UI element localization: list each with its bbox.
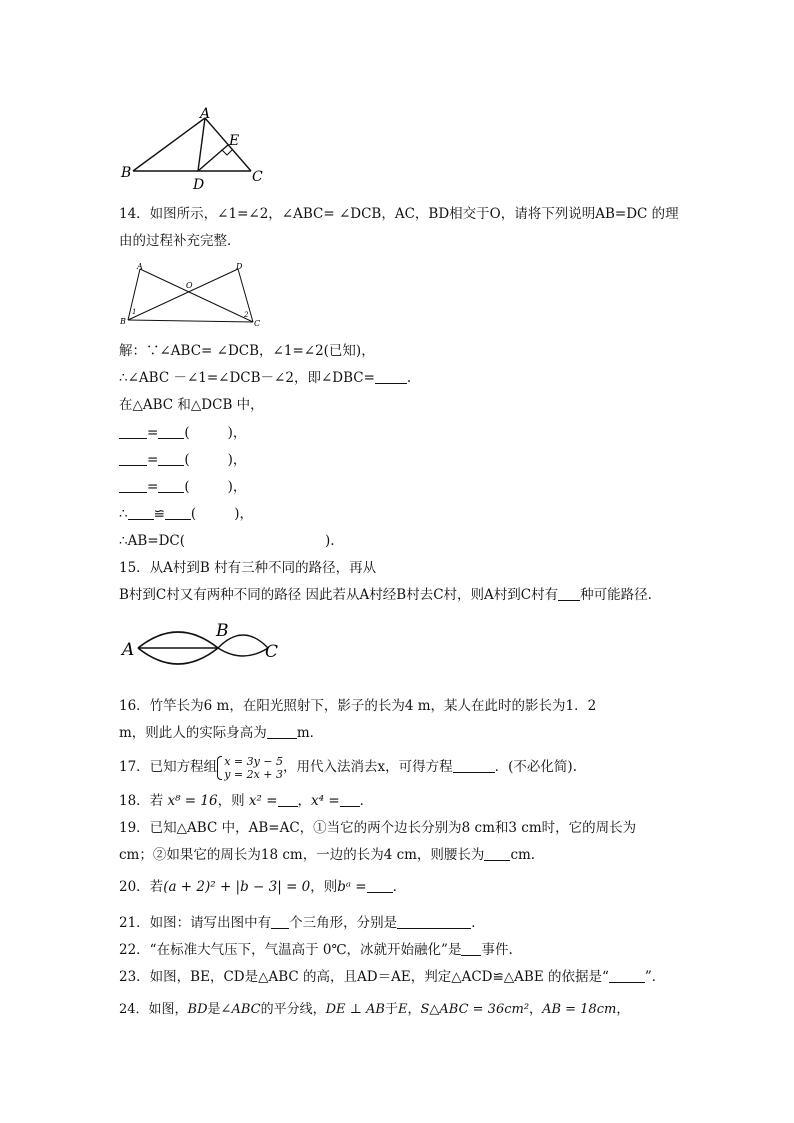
equation-system: x = 3y − 5 y = 2x + 3 [217,755,283,781]
answer-blank[interactable] [119,453,147,466]
q24-line: 24．如图，BD是∠ABC的平分线，DE ⊥ AB于E，S△ABC = 36cm²，AB = 18cm， [119,1002,630,1017]
answer-blank[interactable] [278,794,298,807]
label-e: E [229,133,240,149]
q22-line: 22．“在标准大气压下，气温高于 0℃，冰就开始融化”是 事件. [119,942,513,958]
answer-blank[interactable] [271,916,289,929]
angle-1: 1 [132,308,137,316]
label-b: B [216,621,229,641]
label-b: B [121,165,132,181]
q19-line2: cm；②如果它的周长为18 cm，一边的长为4 cm，则腰长为 cm. [119,847,536,863]
q20-line: 20．若(a + 2)² + |b − 3| = 0，则bᵃ = . [119,879,397,895]
answer-blank[interactable] [367,880,393,893]
q14-solution-line2: ∴∠ABC －∠1=∠DCB－∠2，即∠DBC= . [119,370,412,386]
q14-solution-line3: 在△ABC 和△DCB 中， [119,397,264,413]
q16-line1: 16．竹竿长为6 m，在阳光照射下，影子的长为4 m，某人在此时的影长为1．2 [119,698,597,714]
q16-line2: m，则此人的实际身高为 m． [119,725,324,741]
q17-line: 17．已知方程组 x = 3y − 5 y = 2x + 3 ，用代入法消去x，可得方程 ．(不必化简). [119,754,577,781]
q14-congruence-line: ∴ ≌ ( )， [119,506,253,522]
angle-2: 2 [244,311,249,319]
q19-line1: 19．已知△ABC 中，AB=AC，①当它的两个边长分别为8 cm和3 cm时，它的周长为 [119,820,637,836]
q15-line2: B村到C村又有两种不同的路径 因此若从A村经B村去C村，则A村到C村有 种可能路径. [119,587,652,603]
q23-line: 23．如图，BE，CD是△ABC 的高，且AD＝AE，判定△ACD≌△ABE 的依据是“ ”． [119,969,666,985]
label-d: D [193,177,205,193]
q18-line: 18．若 x⁸ = 16，则 x² = ，x⁴ = ． [119,793,374,809]
q14-proof-line: = ( )， [119,424,246,442]
label-o: O [186,281,193,290]
paths-figure-abc [118,618,288,666]
answer-blank[interactable] [128,507,154,520]
answer-blank[interactable] [158,426,184,439]
answer-blank[interactable] [484,848,510,861]
label-a: A [200,106,211,122]
label-c: C [252,169,263,185]
answer-blank[interactable] [158,480,184,493]
answer-blank[interactable] [119,480,147,493]
q14-conclusion-line: ∴AB=DC( ). [119,533,335,549]
q21-line: 21．如图：请写出图中有 个三角形，分别是 ． [119,915,485,931]
label-b: B [120,317,126,326]
q14-proof-line: = ( )， [119,451,246,469]
label-d: D [236,262,243,271]
answer-blank[interactable] [461,943,481,956]
answer-blank[interactable] [397,916,471,929]
q14-stem-line1: 14．如图所示，∠1=∠2，∠ABC= ∠DCB，AC，BD相交于O，请将下列说明AB=DC 的理 [119,206,679,222]
answer-blank[interactable] [158,453,184,466]
label-c: C [254,319,261,328]
answer-blank[interactable] [165,507,191,520]
answer-blank[interactable] [119,426,147,439]
triangle-figure-ade [118,105,278,195]
answer-blank[interactable] [267,726,297,739]
q14-solution-line1: 解：∵∠ABC= ∠DCB，∠1=∠2(已知)， [119,343,375,359]
quadrilateral-figure-o [118,262,268,330]
q14-proof-line: = ( )， [119,478,246,496]
label-a: A [137,262,143,271]
q15-line1: 15．从A村到B 村有三种不同的路径，再从 [119,560,377,576]
answer-blank[interactable] [375,371,407,384]
label-c: C [265,642,279,662]
label-a: A [122,640,135,660]
q14-stem-line2: 由的过程补充完整． [119,233,241,249]
answer-blank[interactable] [453,760,495,773]
answer-blank[interactable] [558,588,580,601]
answer-blank[interactable] [609,970,645,983]
answer-blank[interactable] [340,794,360,807]
